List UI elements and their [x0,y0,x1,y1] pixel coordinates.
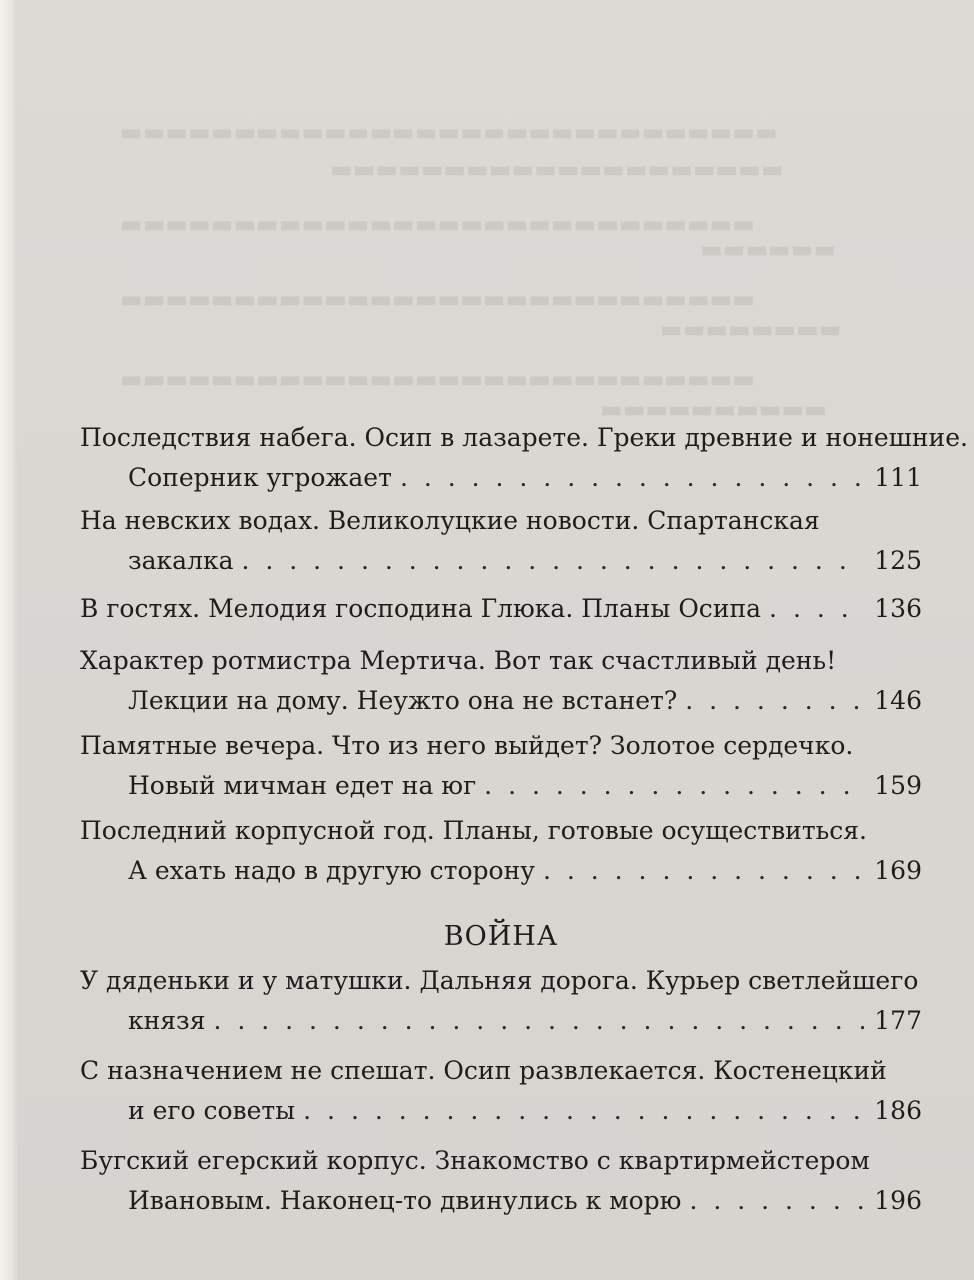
show-through-line: ▬▬▬▬▬▬ [700,235,837,263]
toc-entry-title-line: закалка [128,546,234,575]
toc-entry-title-line: Лекции на дому. Неужто она не встанет? [128,686,678,715]
toc-entry [80,961,922,1041]
dot-leader [543,851,864,891]
page-edge [0,0,18,1280]
page-number: 177 [874,1006,922,1035]
dot-leader [484,766,864,806]
toc-entry-title-line: князя [128,1006,206,1035]
toc-entry-title-line: С назначением не спешат. Осип развлекается. Костенецкий [80,1056,887,1085]
toc-entry [80,501,922,581]
toc-entry [80,418,968,498]
toc-entry-title-line: У дяденьки и у матушки. Дальняя дорога. Курьер светлейшего [80,966,919,995]
page-number: 125 [874,546,922,575]
show-through-line: ▬▬▬▬▬▬▬▬▬▬▬▬▬▬▬▬▬▬▬▬ [330,155,784,183]
dot-leader [689,1181,864,1221]
toc-entry-title-line: В гостях. Мелодия господина Глюка. Планы Осипа [80,594,762,623]
dot-leader [685,681,864,721]
toc-entry-title-line: А ехать надо в другую сторону [128,856,535,885]
page-number: 169 [874,856,922,885]
toc-entry-title-line: Последствия набега. Осип в лазарете. Греки древние и нонешние. [80,423,968,452]
toc-entry-title-line: и его советы [128,1096,296,1125]
toc-entry [80,726,922,806]
show-through-line: ▬▬▬▬▬▬▬▬▬▬ [600,395,827,423]
toc-entry-title-line: Соперник угрожает [128,463,392,492]
toc-entry-title-line: Ивановым. Наконец-то двинулись к морю [128,1186,682,1215]
toc-entry [80,1051,922,1131]
table-of-contents [80,418,968,1221]
toc-entry-title-line: Новый мичман едет на юг [128,771,477,800]
page-number: 136 [874,594,922,623]
toc-entry-title-line: Бугский егерский корпус. Знакомство с квартирмейстером [80,1146,870,1175]
toc-entry [80,589,922,629]
toc-entry-title-line: Памятные вечера. Что из него выйдет? Золотое сердечко. [80,731,854,760]
section-heading: ВОЙНА [443,921,559,952]
dot-leader [303,1091,864,1131]
toc-entry-title-line: Характер ротмистра Мертича. Вот так счастливый день! [80,646,837,675]
dot-leader [213,1001,864,1041]
toc-entry-title-line: Последний корпусной год. Планы, готовые осуществиться. [80,816,867,845]
dot-leader [769,589,864,629]
dot-leader [241,541,864,581]
page-number: 186 [874,1096,922,1125]
dot-leader [400,458,864,498]
show-through-line: ▬▬▬▬▬▬▬▬ [660,315,842,343]
show-through-line: ▬▬▬▬▬▬▬▬▬▬▬▬▬▬▬▬▬▬▬▬▬▬▬▬▬▬▬▬ [120,285,755,313]
page-number: 111 [874,463,922,492]
toc-entry-title-line: На невских водах. Великолуцкие новости. Спартанская [80,506,820,535]
page-number: 146 [874,686,922,715]
page-number: 196 [874,1186,922,1215]
show-through-line: ▬▬▬▬▬▬▬▬▬▬▬▬▬▬▬▬▬▬▬▬▬▬▬▬▬▬▬▬ [120,365,755,393]
show-through-line: ▬▬▬▬▬▬▬▬▬▬▬▬▬▬▬▬▬▬▬▬▬▬▬▬▬▬▬▬▬ [120,118,778,146]
page-number: 159 [874,771,922,800]
toc-entry [80,641,922,721]
toc-entry [80,811,922,891]
toc-entry [80,1141,922,1221]
show-through-line: ▬▬▬▬▬▬▬▬▬▬▬▬▬▬▬▬▬▬▬▬▬▬▬▬▬▬▬▬ [120,210,755,238]
